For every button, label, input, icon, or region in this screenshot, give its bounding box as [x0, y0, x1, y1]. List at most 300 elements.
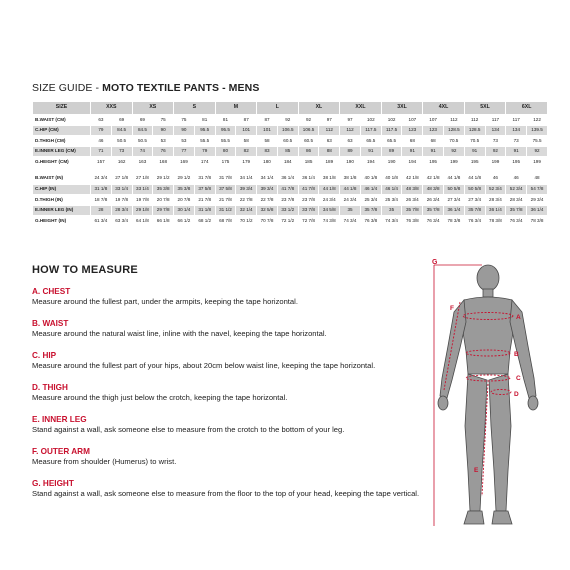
table-cell: 84.5: [132, 125, 153, 136]
row-label: G.HEIGHT (CM): [33, 157, 91, 168]
table-cell: 73: [111, 146, 132, 157]
head-shape: [477, 265, 499, 291]
table-cell: 97: [319, 115, 340, 126]
size-header-row: [33, 102, 548, 115]
table-row: [33, 173, 548, 184]
row-label: E.INNER LEG (IN): [33, 205, 91, 216]
table-cell: 46 1/4: [360, 184, 381, 195]
table-cell: 92: [527, 146, 548, 157]
measure-step-title: A. CHEST: [32, 287, 71, 296]
table-row: [33, 157, 548, 168]
table-cell: 139.5: [527, 125, 548, 136]
table-cell: 184: [277, 157, 298, 168]
table-cell: 27 1/8: [111, 173, 132, 184]
table-cell: 28 3/4: [506, 195, 527, 206]
table-row: [33, 136, 548, 147]
left-foot-shape: [464, 511, 484, 524]
table-cell: 195: [423, 157, 444, 168]
table-cell: 31 7/8: [194, 173, 215, 184]
table-cell: 32 1/4: [236, 205, 257, 216]
measure-step-description: Stand against a wall, ask someone else to measure from the floor to the top of your head, keeping the tape vertical.: [32, 489, 420, 498]
table-cell: 36 1/4: [485, 205, 506, 216]
body-figure-svg: [430, 256, 548, 536]
table-cell: 68: [423, 136, 444, 147]
table-cell: 44 1/8: [319, 184, 340, 195]
title-prefix: SIZE GUIDE -: [32, 82, 103, 94]
table-cell: 55.5: [215, 136, 236, 147]
measure-step-title: G. HEIGHT: [32, 479, 74, 488]
table-row: [33, 146, 548, 157]
table-cell: 35 7/8: [402, 205, 423, 216]
table-cell: 40 1/8: [360, 173, 381, 184]
table-cell: 76: [153, 146, 174, 157]
table-cell: 107: [402, 115, 423, 126]
table-cell: 91: [506, 146, 527, 157]
table-cell: 48: [527, 173, 548, 184]
table-cell: 34 1/4: [257, 173, 278, 184]
table-cell: 29 1/2: [174, 173, 195, 184]
measure-step: [32, 382, 432, 403]
table-cell: 18 7/8: [91, 195, 112, 206]
measure-step-title: C. HIP: [32, 351, 57, 360]
table-cell: 190: [340, 157, 361, 168]
measure-step: [32, 286, 432, 307]
table-cell: 72 1/2: [277, 216, 298, 227]
table-cell: 169: [174, 157, 195, 168]
measure-step-title: F. OUTER ARM: [32, 447, 90, 456]
table-cell: 74 3/4: [340, 216, 361, 227]
table-cell: 44 1/8: [444, 173, 465, 184]
size-header-3xl: 3XL: [381, 102, 423, 115]
size-header-4xl: 4XL: [423, 102, 465, 115]
label-f: F: [450, 305, 454, 312]
table-cell: 50 5/8: [464, 184, 485, 195]
table-cell: 179: [236, 157, 257, 168]
table-cell: 54 7/8: [527, 184, 548, 195]
body-silhouette: [438, 265, 538, 524]
table-cell: 60.5: [298, 136, 319, 147]
table-cell: 39 3/4: [257, 184, 278, 195]
table-row: [33, 205, 548, 216]
table-cell: 88: [319, 146, 340, 157]
size-header-m: M: [215, 102, 257, 115]
measure-step: [32, 414, 432, 435]
table-cell: 20 7/8: [174, 195, 195, 206]
table-cell: 58: [236, 136, 257, 147]
table-cell: 46 1/4: [381, 184, 402, 195]
table-cell: 199: [444, 157, 465, 168]
table-cell: 50.5: [132, 136, 153, 147]
table-cell: 123: [402, 125, 423, 136]
table-cell: 69: [111, 115, 132, 126]
table-row: [33, 115, 548, 126]
table-cell: 74: [132, 146, 153, 157]
table-cell: 92: [485, 146, 506, 157]
table-cell: 92: [444, 146, 465, 157]
table-cell: 35 7/8: [506, 205, 527, 216]
size-guide-title: [32, 82, 259, 94]
table-cell: 73: [506, 136, 527, 147]
table-cell: 97: [340, 115, 361, 126]
table-cell: 102: [381, 115, 402, 126]
table-cell: 90: [153, 125, 174, 136]
table-cell: 79: [194, 146, 215, 157]
table-cell: 46: [91, 136, 112, 147]
table-cell: 157: [91, 157, 112, 168]
label-g: G: [432, 259, 438, 266]
table-cell: 74 3/4: [381, 216, 402, 227]
table-cell: 23 7/8: [277, 195, 298, 206]
table-cell: 58: [257, 136, 278, 147]
table-cell: 25 3/4: [381, 195, 402, 206]
table-cell: 168: [153, 157, 174, 168]
table-cell: 70 7/8: [257, 216, 278, 227]
table-cell: 90: [174, 125, 195, 136]
table-cell: 78 3/8: [444, 216, 465, 227]
measure-step-description: Measure around the fullest part, under the armpits, keeping the tape horizontal.: [32, 297, 298, 306]
table-cell: 91: [464, 146, 485, 157]
table-cell: 83: [257, 146, 278, 157]
table-cell: 71: [91, 146, 112, 157]
table-cell: 85: [277, 146, 298, 157]
table-cell: 35 7/8: [360, 205, 381, 216]
table-cell: 34 1/4: [236, 173, 257, 184]
table-cell: 21 7/8: [215, 195, 236, 206]
table-cell: 40 1/8: [381, 173, 402, 184]
table-cell: 89: [340, 146, 361, 157]
size-header-6xl: 6XL: [506, 102, 548, 115]
table-cell: 41 7/8: [298, 184, 319, 195]
table-cell: 36 1/4: [444, 205, 465, 216]
table-cell: 112: [464, 115, 485, 126]
table-cell: 95.5: [194, 125, 215, 136]
torso-shape: [462, 297, 514, 374]
table-cell: 163: [132, 157, 153, 168]
how-to-measure-heading: HOW TO MEASURE: [32, 264, 138, 276]
table-cell: 175: [215, 157, 236, 168]
table-cell: 77: [174, 146, 195, 157]
table-cell: 75: [153, 115, 174, 126]
measure-step-title: E. INNER LEG: [32, 415, 87, 424]
table-cell: 117: [485, 115, 506, 126]
table-cell: 180: [257, 157, 278, 168]
table-cell: 35 3/8: [174, 184, 195, 195]
label-c: C: [516, 375, 521, 382]
table-cell: 112: [444, 115, 465, 126]
neck-shape: [483, 289, 493, 297]
table-cell: 29 1/2: [153, 173, 174, 184]
table-cell: 28 3/4: [111, 205, 132, 216]
label-e: E: [474, 467, 479, 474]
table-cell: 92: [298, 115, 319, 126]
label-d: D: [514, 391, 519, 398]
table-cell: 64 1/8: [132, 216, 153, 227]
table-cell: 24 3/4: [340, 195, 361, 206]
table-cell: 28: [91, 205, 112, 216]
table-cell: 52 3/4: [506, 184, 527, 195]
measure-step-description: Measure around the natural waist line, inline with the navel, keeping the tape horizontal.: [32, 329, 327, 338]
table-cell: 29 1/8: [132, 205, 153, 216]
table-cell: 33 1/2: [277, 205, 298, 216]
table-cell: 63: [91, 115, 112, 126]
table-row: [33, 195, 548, 206]
size-header-xs: XS: [132, 102, 174, 115]
table-cell: 31 1/8: [91, 184, 112, 195]
table-cell: 112: [340, 125, 361, 136]
table-cell: 35: [340, 205, 361, 216]
table-cell: 162: [111, 157, 132, 168]
table-cell: 74 3/8: [319, 216, 340, 227]
table-cell: 128.5: [444, 125, 465, 136]
table-cell: 66 1/2: [174, 216, 195, 227]
table-cell: 31 7/8: [215, 173, 236, 184]
size-header-xl: XL: [298, 102, 340, 115]
table-cell: 41 7/8: [277, 184, 298, 195]
table-cell: 195: [506, 157, 527, 168]
table-cell: 128.5: [464, 125, 485, 136]
table-cell: 194: [402, 157, 423, 168]
measure-step: [32, 350, 432, 371]
table-cell: 199: [485, 157, 506, 168]
left-leg-shape: [465, 374, 487, 511]
size-header-5xl: 5XL: [464, 102, 506, 115]
table-cell: 92: [277, 115, 298, 126]
table-cell: 76 3/4: [464, 216, 485, 227]
measure-step-description: Measure around the fullest part of your hips, about 20cm below waist line, keeping the tape horizontal.: [32, 361, 376, 370]
table-cell: 46: [485, 173, 506, 184]
table-cell: 39 3/4: [236, 184, 257, 195]
table-cell: 80: [215, 146, 236, 157]
table-cell: 48 3/8: [423, 184, 444, 195]
table-cell: 27 3/4: [444, 195, 465, 206]
row-label: D.THIGH (CM): [33, 136, 91, 147]
table-cell: 33 7/8: [298, 205, 319, 216]
table-cell: 68 1/2: [194, 216, 215, 227]
table-cell: 194: [360, 157, 381, 168]
table-cell: 75: [174, 115, 195, 126]
body-figure: [430, 256, 548, 536]
table-cell: 55.5: [194, 136, 215, 147]
table-cell: 31 1/2: [215, 205, 236, 216]
table-cell: 20 7/8: [153, 195, 174, 206]
table-cell: 78 3/8: [527, 216, 548, 227]
table-cell: 44 1/8: [464, 173, 485, 184]
row-label: C.HIP (IN): [33, 184, 91, 195]
table-cell: 123: [423, 125, 444, 136]
measure-step: [32, 318, 432, 339]
table-cell: 87: [236, 115, 257, 126]
table-cell: 72 7/8: [298, 216, 319, 227]
table-cell: 101: [257, 125, 278, 136]
table-cell: 23 7/8: [298, 195, 319, 206]
table-cell: 36 1/4: [277, 173, 298, 184]
table-cell: 75.5: [527, 136, 548, 147]
right-foot-shape: [492, 511, 512, 524]
table-cell: 35 7/8: [423, 205, 444, 216]
table-cell: 42 1/8: [402, 173, 423, 184]
table-cell: 84.5: [111, 125, 132, 136]
table-cell: 117.5: [360, 125, 381, 136]
table-cell: 190: [381, 157, 402, 168]
table-row: [33, 216, 548, 227]
left-arm-shape: [440, 300, 466, 398]
table-cell: 76 3/4: [423, 216, 444, 227]
size-header-s: S: [174, 102, 216, 115]
table-cell: 33 1/4: [111, 184, 132, 195]
table-cell: 38 1/8: [340, 173, 361, 184]
table-cell: 29 3/4: [527, 195, 548, 206]
measure-step: [32, 446, 432, 467]
table-cell: 24 3/4: [91, 173, 112, 184]
table-cell: 199: [527, 157, 548, 168]
measure-step-description: Stand against a wall, ask someone else to measure from the crotch to the bottom of your leg.: [32, 425, 345, 434]
row-label: C.HIP (CM): [33, 125, 91, 136]
table-cell: 69: [132, 115, 153, 126]
table-cell: 89: [381, 146, 402, 157]
table-cell: 61 3/4: [91, 216, 112, 227]
table-cell: 52 3/4: [485, 184, 506, 195]
table-cell: 46: [506, 173, 527, 184]
table-cell: 32 5/8: [257, 205, 278, 216]
table-cell: 112: [319, 125, 340, 136]
table-cell: 31 1/8: [194, 205, 215, 216]
table-cell: 66 1/8: [153, 216, 174, 227]
table-row: [33, 125, 548, 136]
table-cell: 134: [506, 125, 527, 136]
table-cell: 91: [423, 146, 444, 157]
table-cell: 37 5/8: [215, 184, 236, 195]
table-cell: 122: [527, 115, 548, 126]
table-cell: 65.5: [360, 136, 381, 147]
table-cell: 50.5: [111, 136, 132, 147]
table-cell: 44 1/8: [340, 184, 361, 195]
table-cell: 107: [423, 115, 444, 126]
table-cell: 78 3/8: [485, 216, 506, 227]
table-cell: 27 3/4: [464, 195, 485, 206]
table-cell: 189: [319, 157, 340, 168]
table-cell: 68: [402, 136, 423, 147]
table-cell: 117: [506, 115, 527, 126]
size-corner-header: SIZE: [33, 102, 91, 115]
table-cell: 28 3/4: [485, 195, 506, 206]
table-cell: 53: [174, 136, 195, 147]
table-cell: 22 7/8: [257, 195, 278, 206]
table-cell: 19 7/8: [111, 195, 132, 206]
table-cell: 60.5: [277, 136, 298, 147]
table-cell: 38 1/8: [319, 173, 340, 184]
table-cell: 36 1/4: [527, 205, 548, 216]
table-cell: 76 3/4: [506, 216, 527, 227]
size-header-xxs: XXS: [91, 102, 133, 115]
right-arm-shape: [510, 300, 536, 398]
table-cell: 35: [381, 205, 402, 216]
table-cell: 26 3/4: [402, 195, 423, 206]
table-cell: 134: [485, 125, 506, 136]
row-label: D.THIGH (IN): [33, 195, 91, 206]
table-cell: 76 3/8: [360, 216, 381, 227]
table-cell: 70.5: [464, 136, 485, 147]
size-header-xxl: XXL: [340, 102, 382, 115]
right-hand-shape: [528, 396, 538, 410]
measure-step-title: D. THIGH: [32, 383, 68, 392]
table-cell: 19 7/8: [132, 195, 153, 206]
table-cell: 48 3/8: [402, 184, 423, 195]
table-cell: 106.5: [277, 125, 298, 136]
measure-step-description: Measure from shoulder (Humerus) to wrist.: [32, 457, 177, 466]
table-cell: 101: [236, 125, 257, 136]
table-row: [33, 184, 548, 195]
label-a: A: [516, 314, 521, 321]
row-label: B.WAIST (IN): [33, 173, 91, 184]
table-cell: 26 3/4: [423, 195, 444, 206]
table-cell: 102: [360, 115, 381, 126]
table-cell: 73: [485, 136, 506, 147]
table-cell: 35 7/8: [464, 205, 485, 216]
table-cell: 36 1/4: [298, 173, 319, 184]
table-cell: 95.5: [215, 125, 236, 136]
table-cell: 50 5/8: [444, 184, 465, 195]
row-label: E.INNER LEG (CM): [33, 146, 91, 157]
row-label: B.WAIST (CM): [33, 115, 91, 126]
table-cell: 106.5: [298, 125, 319, 136]
table-cell: 42 1/8: [423, 173, 444, 184]
table-cell: 79: [91, 125, 112, 136]
table-cell: 21 7/8: [194, 195, 215, 206]
left-hand-shape: [438, 396, 448, 410]
table-cell: 76 3/8: [402, 216, 423, 227]
table-cell: 91: [402, 146, 423, 157]
table-cell: 63: [340, 136, 361, 147]
table-cell: 185: [298, 157, 319, 168]
table-cell: 63 3/4: [111, 216, 132, 227]
table-cell: 34 5/8: [319, 205, 340, 216]
table-cell: 68 7/8: [215, 216, 236, 227]
table-cell: 27 1/8: [132, 173, 153, 184]
table-cell: 70.5: [444, 136, 465, 147]
title-main: MOTO TEXTILE PANTS - MENS: [102, 82, 260, 94]
table-cell: 33 1/4: [132, 184, 153, 195]
table-cell: 53: [153, 136, 174, 147]
table-cell: 81: [194, 115, 215, 126]
table-cell: 91: [360, 146, 381, 157]
table-cell: 29 7/8: [153, 205, 174, 216]
row-label: G.HEIGHT (IN): [33, 216, 91, 227]
table-cell: 174: [194, 157, 215, 168]
size-table: [32, 101, 548, 227]
table-cell: 25 3/4: [360, 195, 381, 206]
table-cell: 117.5: [381, 125, 402, 136]
table-cell: 30 1/4: [174, 205, 195, 216]
table-cell: 24 3/4: [319, 195, 340, 206]
table-cell: 87: [257, 115, 278, 126]
measure-step: [32, 478, 432, 499]
table-cell: 82: [236, 146, 257, 157]
table-cell: 37 5/8: [194, 184, 215, 195]
label-b: B: [514, 351, 519, 358]
measure-step-description: Measure around the thigh just below the crotch, keeping the tape horizontal.: [32, 393, 288, 402]
table-cell: 63: [319, 136, 340, 147]
table-cell: 70 1/2: [236, 216, 257, 227]
size-header-l: L: [257, 102, 299, 115]
table-cell: 195: [464, 157, 485, 168]
measure-step-title: B. WAIST: [32, 319, 69, 328]
table-cell: 35 3/8: [153, 184, 174, 195]
measure-steps: [32, 286, 432, 510]
table-cell: 81: [215, 115, 236, 126]
table-cell: 22 7/8: [236, 195, 257, 206]
table-cell: 86: [298, 146, 319, 157]
table-cell: 65.5: [381, 136, 402, 147]
